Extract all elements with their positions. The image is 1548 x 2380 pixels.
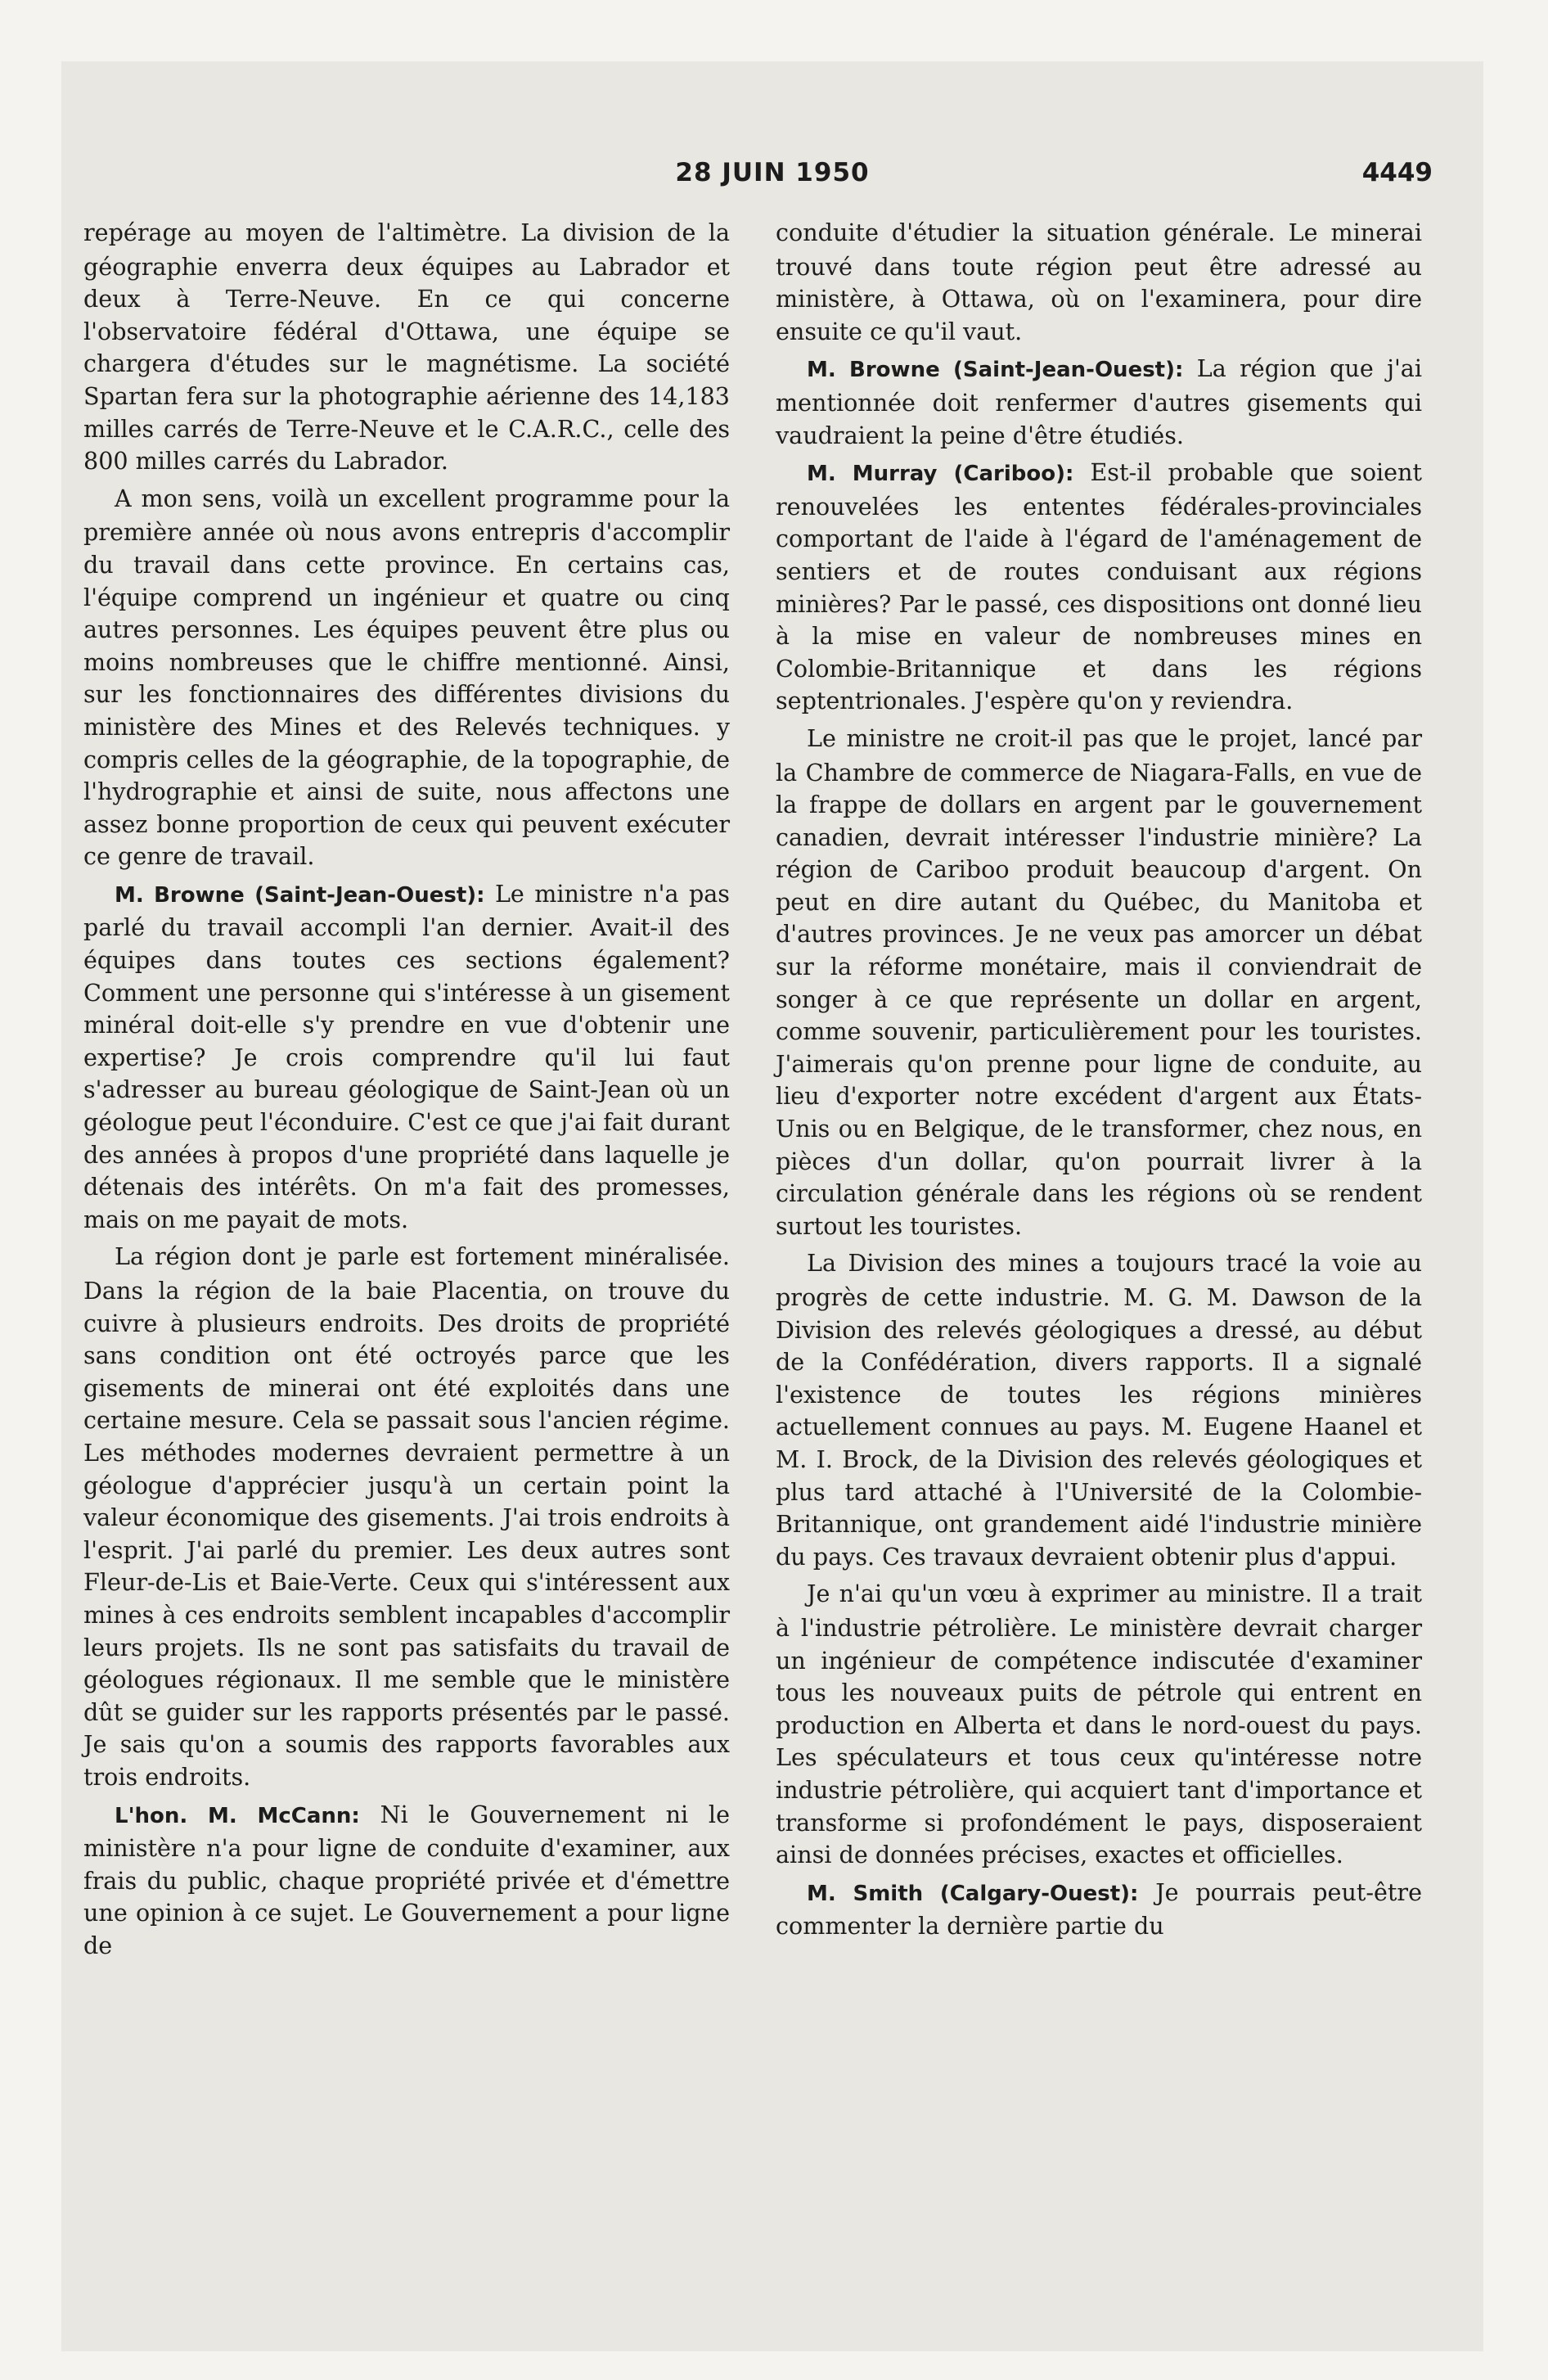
speaker-name: L'hon. M. McCann: bbox=[115, 1803, 360, 1828]
paragraph-text: Le ministre ne croit-il pas que le projet, lancé par la Chambre de commerce de Niagara-Falls, en vue de la frappe de dollars en argent par le gouvernement canadien, devrait intéresser l'industrie minière? La région de Cariboo produit beaucoup d'argent. On peut en dire autant du Québec, du Manitoba et d'autres provinces. Je ne veux pas amorcer un débat sur la réforme monétaire, mais il conviendrait de songer à ce que représente un dollar en argent, comme souvenir, particulièrement pour les touristes. J'aimerais qu'on prenne pour ligne de conduite, au lieu d'exporter notre excédent d'argent aux États-Unis ou en Belgique, de le transformer, chez nous, en pièces d'un dollar, qu'on pourrait livrer à la circulation générale dans les régions où se rendent surtout les touristes. bbox=[776, 723, 1422, 1240]
speaker-name: M. Smith (Calgary-Ouest): bbox=[807, 1881, 1139, 1906]
paragraph bbox=[776, 457, 1422, 718]
paragraph-text: Je pourrais peut-être commenter la dernière partie du bbox=[776, 1877, 1423, 1941]
paragraph bbox=[776, 217, 1422, 348]
speaker-name: M. Murray (Cariboo): bbox=[807, 462, 1074, 487]
paragraph-text: Je n'ai qu'un vœu à exprimer au ministre. Il a trait à l'industrie pétrolière. Le ministère devrait charger un ingénieur de compétence indiscutée d'examiner tous les nouveaux puits de pétrole qui entrent en production en Alberta et dans le nord-ouest du pays. Les spéculateurs et tous ceux qu'intéresse notre industrie pétrolière, qui acquiert tant d'importance et transforme si profondément le pays, disposeraient ainsi de données précises, exactes et officielles. bbox=[776, 1580, 1422, 1869]
paragraph bbox=[776, 353, 1422, 452]
paragraph-text: Le ministre n'a pas parlé du travail accompli l'an dernier. Avait-il des équipes dans toutes ces sections également? Comment une personne qui s'intéresse à un gisement minéral doit-elle s'y prendre en vue d'obtenir une expertise? Je crois comprendre qu'il lui faut s'adresser au bureau géologique de Saint-Jean où un géologue peut l'éconduire. C'est ce que j'ai fait durant des années à propos d'une propriété dans laquelle je détenais des intérêts. On m'a fait des promesses, mais on me payait de mots. bbox=[83, 879, 730, 1233]
paragraph bbox=[776, 723, 1422, 1243]
paragraph bbox=[83, 878, 730, 1237]
paragraph bbox=[83, 1241, 730, 1793]
paragraph bbox=[83, 217, 730, 478]
page-header bbox=[61, 158, 1483, 199]
paragraph bbox=[83, 483, 730, 873]
paragraph bbox=[776, 1578, 1422, 1871]
paragraph-text: A mon sens, voilà un excellent programme pour la première année où nous avons entrepris d'accomplir du travail dans cette province. En certains cas, l'équipe comprend un ingénieur et quatre ou cinq autres personnes. Les équipes peuvent être plus ou moins nombreuses que le chiffre mentionné. Ainsi, sur les fonctionnaires des différentes divisions du ministère des Mines et des Relevés techniques. y compris celles de la géographie, de la topographie, de l'hydrographie et ainsi de suite, nous affectons une assez bonne proportion de ceux qui peuvent exécuter ce genre de travail. bbox=[83, 484, 730, 871]
paragraph-text: La Division des mines a toujours tracé la voie au progrès de cette industrie. M. G. M. Dawson de la Division des relevés géologiques a dressé, au début de la Confédération, divers rapports. Il a signalé l'existence de toutes les régions minières actuellement connues au pays. M. Eugene Haanel et M. I. Brock, de la Division des relevés géologiques et plus tard attaché à l'Université de la Colombie-Britannique, ont grandement aidé l'industrie minière du pays. Ces travaux devraient obtenir plus d'appui. bbox=[776, 1249, 1422, 1571]
paragraph bbox=[776, 1247, 1422, 1573]
left-column bbox=[83, 217, 730, 1967]
page-date: 28 JUIN 1950 bbox=[675, 158, 870, 187]
paragraph-text: La région dont je parle est fortement minéralisée. Dans la région de la baie Placentia, on trouve du cuivre à plusieurs endroits. Des droits de propriété sans condition ont été octroyés parce que les gisements de minerai ont été exploités dans une certaine mesure. Cela se passait sous l'ancien régime. Les méthodes modernes devraient permettre à un géologue d'apprécier jusqu'à un certain point la valeur économique des gisements. J'ai trois endroits à l'esprit. J'ai parlé du premier. Les deux autres sont Fleur-de-Lis et Baie-Verte. Ceux qui s'intéressent aux mines à ces endroits semblent incapables d'accomplir leurs projets. Ils ne sont pas satisfaits du travail de géologues régionaux. Il me semble que le ministère dût se guider sur les rapports présentés par le passé. Je sais qu'on a soumis des rapports favorables aux trois endroits. bbox=[83, 1242, 730, 1791]
paragraph-text: repérage au moyen de l'altimètre. La division de la géographie enverra deux équipes au Labrador et deux à Terre-Neuve. En ce qui concerne l'observatoire fédéral d'Ottawa, une équipe se chargera d'études sur le magnétisme. La société Spartan fera sur la photographie aérienne des 14,183 milles carrés de Terre-Neuve et le C.A.R.C., celle des 800 milles carrés du Labrador. bbox=[83, 219, 730, 476]
paragraph-text: conduite d'étudier la situation générale. Le minerai trouvé dans toute région peut être adressé au ministère, à Ottawa, où on l'examinera, pour dire ensuite ce qu'il vaut. bbox=[776, 219, 1422, 345]
page-number: 4449 bbox=[1361, 158, 1433, 187]
speaker-name: M. Browne (Saint-Jean-Ouest): bbox=[807, 358, 1184, 383]
paragraph bbox=[83, 1799, 730, 1963]
right-column bbox=[776, 217, 1422, 1948]
document-page bbox=[61, 61, 1483, 2351]
paragraph-text: La région que j'ai mentionnée doit renfermer d'autres gisements qui vaudraient la peine d'être étudiés. bbox=[776, 354, 1422, 449]
paragraph-text: Est-il probable que soient renouvelées les ententes fédérales-provinciales comportant de l'aide à l'égard de l'aménagement de sentiers et de routes conduisant aux régions minières? Par le passé, ces dispositions ont donné lieu à la mise en valeur de nombreuses mines en Colombie-Britannique et dans les régions septentrionales. J'espère qu'on y reviendra. bbox=[776, 458, 1423, 715]
paragraph bbox=[776, 1877, 1422, 1943]
paragraph-text: Ni le Gouvernement ni le ministère n'a pour ligne de conduite d'examiner, aux frais du public, chaque propriété privée et d'émettre une opinion à ce sujet. Le Gouvernement a pour ligne de bbox=[83, 1800, 731, 1959]
speaker-name: M. Browne (Saint-Jean-Ouest): bbox=[115, 882, 485, 908]
